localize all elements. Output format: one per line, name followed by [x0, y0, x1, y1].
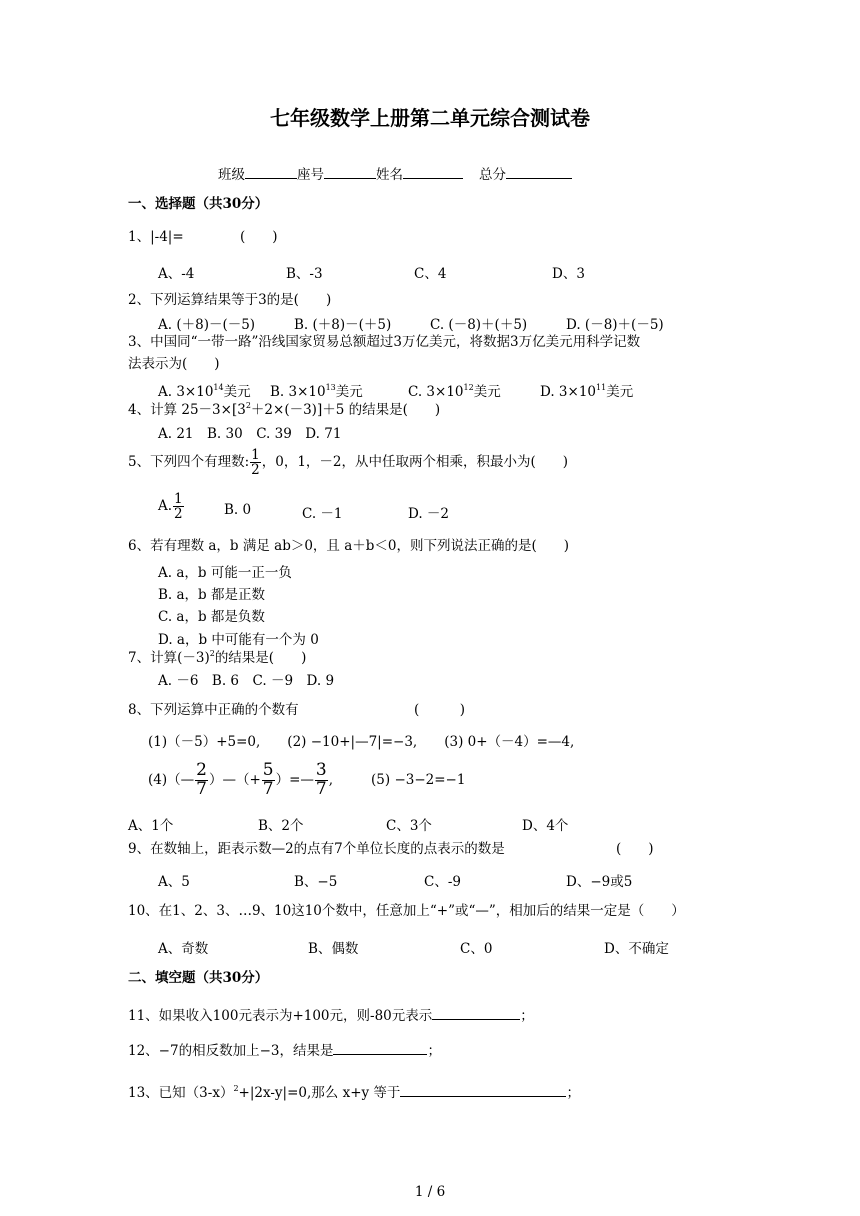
q5-option-c[interactable]: C. －1 — [302, 506, 343, 522]
q3-option-c[interactable]: C. $3\times 10^{12}$美元 — [408, 383, 501, 400]
name-blank[interactable] — [403, 164, 463, 179]
question-1-paren: ( ) — [240, 229, 278, 245]
q9-option-b[interactable]: B、−5 — [294, 874, 338, 890]
section-heading-fill: 二、填空题（共30分） — [128, 970, 269, 986]
q1-option-a[interactable]: A、-4 — [158, 266, 195, 282]
q2-option-a[interactable]: A. (＋8)－(－5) — [158, 317, 256, 333]
q5-option-a[interactable]: A. $\frac{1}{2}$ — [158, 491, 183, 523]
fraction-one-half: $\frac{1}{2}$ — [251, 447, 260, 479]
q8-option-b[interactable]: B、2个 — [258, 818, 304, 834]
question-9-paren: ( ) — [616, 841, 654, 857]
name-label: 姓名 — [376, 167, 403, 183]
seat-label: 座号 — [297, 167, 324, 183]
question-1-stem: 1、|-4|= — [128, 229, 184, 245]
question-4-stem: 4、计算 $25-3\times[3^2+2\times(-3)]+5$ 的结果是( ) — [128, 401, 441, 418]
question-11: 11、如果收入100元表示为+100元，则-80元表示 ； — [128, 1005, 534, 1024]
question-6-stem: 6、若有理数 a，b 满足 ab＞0，且 a＋b＜0，则下列说法正确的是( ) — [128, 538, 570, 554]
q8-expressions-row2: (4)（— $\frac{2}{7}$ ）—（+ $\frac{5}{7}$ ）=— $\frac{3}{7}$ , (5) −3−2=−1 — [148, 760, 466, 799]
q3-option-a[interactable]: A. $3\times 10^{14}$美元 — [158, 383, 251, 400]
q10-option-c[interactable]: C、0 — [460, 941, 493, 957]
question-3-stem-line1: 3、中国同“一带一路”沿线国家贸易总额超过3万亿美元，将数据3万亿美元用科学记数 — [128, 334, 641, 350]
q2-option-d[interactable]: D. (－8)＋(－5) — [566, 317, 664, 333]
q10-option-a[interactable]: A、奇数 — [158, 941, 209, 957]
question-2-stem: 2、下列运算结果等于3的是( ) — [128, 292, 332, 308]
q10-option-b[interactable]: B、偶数 — [308, 941, 359, 957]
total-blank[interactable] — [506, 164, 572, 179]
question-3-stem-line2: 法表示为( ) — [128, 356, 220, 372]
q3-option-d[interactable]: D. $3\times 10^{11}$美元 — [540, 383, 634, 400]
question-9-stem: 9、在数轴上，距表示数—2的点有7个单位长度的点表示的数是 — [128, 841, 505, 857]
q6-option-c[interactable]: C. a，b 都是负数 — [158, 609, 265, 625]
q12-answer-blank[interactable] — [333, 1040, 427, 1055]
q11-answer-blank[interactable] — [432, 1005, 520, 1020]
q6-option-d[interactable]: D. a，b 中可能有一个为 0 — [158, 632, 319, 648]
q1-option-c[interactable]: C、4 — [414, 266, 447, 282]
q6-option-a[interactable]: A. a，b 可能一正一负 — [158, 565, 292, 581]
total-label: 总分 — [479, 167, 506, 183]
seat-blank[interactable] — [324, 164, 376, 179]
q1-option-b[interactable]: B、-3 — [286, 266, 323, 282]
q13-answer-blank[interactable] — [400, 1082, 566, 1097]
question-12: 12、−7的相反数加上−3，结果是 ； — [128, 1040, 441, 1059]
q2-option-b[interactable]: B. (＋8)－(＋5) — [294, 317, 392, 333]
question-5-stem: 5、下列四个有理数: $\frac{1}{2}$ ，0，1，－2，从中任取两个相乘，积最小为( ) — [128, 447, 569, 479]
page-title: 七年级数学上册第二单元综合测试卷 — [270, 106, 590, 130]
q1-option-d[interactable]: D、3 — [552, 266, 585, 282]
q4-options[interactable]: A. 21 B. 30 C. 39 D. 71 — [158, 426, 342, 442]
q9-option-a[interactable]: A、5 — [158, 874, 190, 890]
page-number: 1 / 6 — [414, 1184, 446, 1200]
student-info-line — [218, 164, 572, 183]
section-heading-choice: 一、选择题（共30分） — [128, 196, 269, 212]
q8-option-c[interactable]: C、3个 — [386, 818, 432, 834]
q9-option-c[interactable]: C、-9 — [424, 874, 461, 890]
question-7-stem: 7、计算$(-3)^2$的结果是( ) — [128, 649, 307, 666]
question-8-paren: ( ) — [414, 702, 466, 718]
q6-option-b[interactable]: B. a，b 都是正数 — [158, 587, 265, 603]
q5-option-d[interactable]: D. －2 — [408, 506, 450, 522]
q7-options[interactable]: A. －6 B. 6 C. －9 D. 9 — [158, 673, 335, 689]
class-label: 班级 — [218, 167, 245, 183]
q8-option-a[interactable]: A、1个 — [128, 818, 174, 834]
class-blank[interactable] — [245, 164, 297, 179]
q8-option-d[interactable]: D、4个 — [522, 818, 569, 834]
q5-option-b[interactable]: B. 0 — [224, 502, 252, 518]
q9-option-d[interactable]: D、−9或5 — [566, 874, 633, 890]
question-13: 13、已知$(3-x)^2+|2x-y|=0$,那么 x+y 等于 ； — [128, 1084, 580, 1101]
q2-option-c[interactable]: C. (－8)＋(＋5) — [430, 317, 528, 333]
q3-option-b[interactable]: B. $3\times 10^{13}$美元 — [270, 383, 363, 400]
q10-option-d[interactable]: D、不确定 — [604, 941, 669, 957]
question-10-stem: 10、在1、2、3、…9、10这10个数中，任意加上“+”或“—”，相加后的结果一定是（ ） — [128, 903, 685, 919]
q8-expressions-row1: (1)（－5）+5=0, (2) −10+|—7|=−3, (3) 0+（－4）=—4, — [148, 734, 575, 750]
question-8-stem: 8、下列运算中正确的个数有 — [128, 702, 299, 718]
